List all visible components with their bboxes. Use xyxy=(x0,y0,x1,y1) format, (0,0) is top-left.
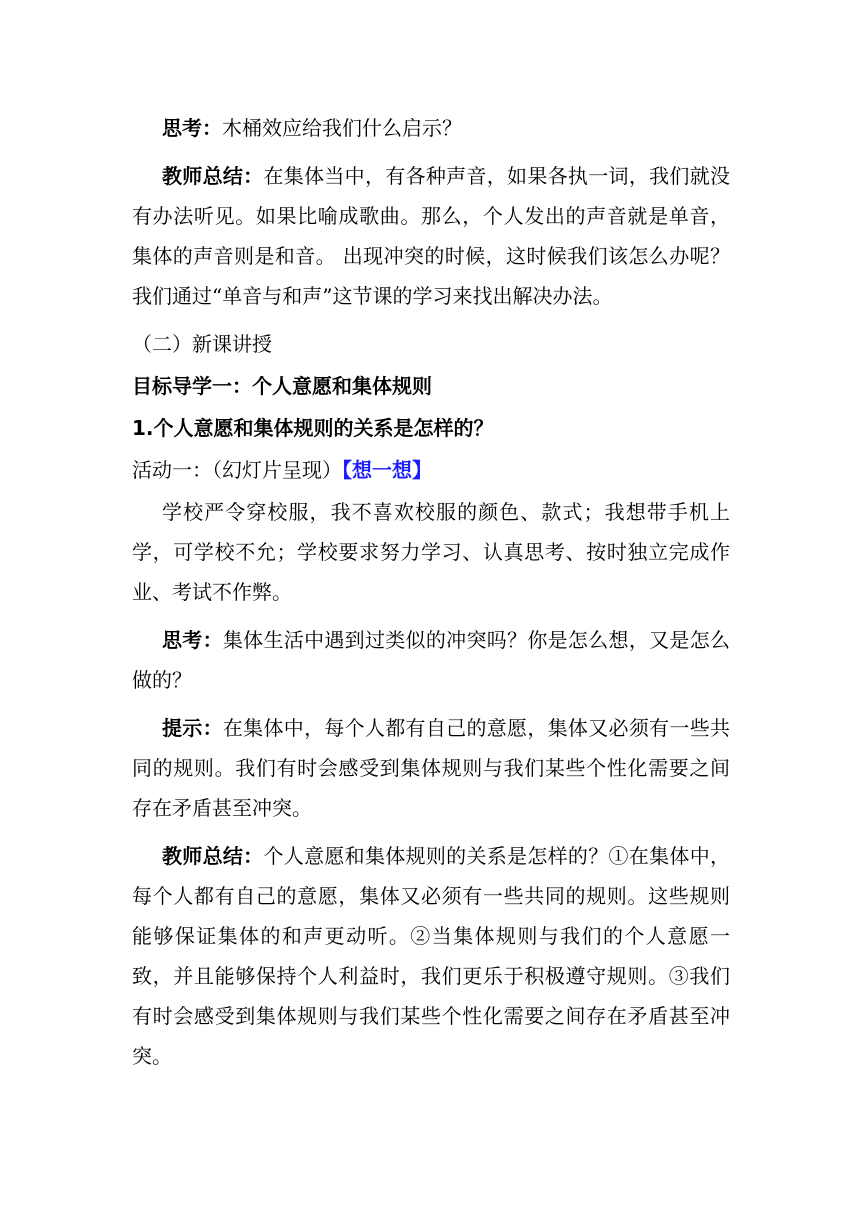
think-paragraph-2 xyxy=(132,620,730,700)
activity-text: 活动一：（幻灯片呈现） xyxy=(132,458,342,482)
think-label-2: 思考： xyxy=(162,628,223,652)
question-heading: 1.个人意愿和集体规则的关系是怎样的？ xyxy=(132,416,494,440)
scenario-paragraph: 学校严令穿校服，我不喜欢校服的颜色、款式；我想带手机上学，可学校不允；学校要求努力学习、认真思考、按时独立完成作业、考试不作弊。 xyxy=(132,500,730,604)
think-text-2: 集体生活中遇到过类似的冲突吗？你是怎么想，又是怎么做的？ xyxy=(132,628,731,692)
activity-highlight: 【想一想】 xyxy=(342,458,432,482)
document-body xyxy=(132,108,730,1084)
think-paragraph-1 xyxy=(132,108,730,148)
teacher-summary-label: 教师总结： xyxy=(162,164,264,188)
hint-text: 在集体中，每个人都有自己的意愿，集体又必须有一些共同的规则。我们有时会感受到集体规则与我们某些个性化需要之间存在矛盾甚至冲突。 xyxy=(132,716,731,820)
hint-paragraph xyxy=(132,708,730,828)
teacher-summary-paragraph-1 xyxy=(132,156,730,316)
teacher-summary-text-2: 个人意愿和集体规则的关系是怎样的？①在集体中，每个人都有自己的意愿，集体又必须有一些共同的规则。这些规则能够保证集体的和声更动听。②当集体规则与我们的个人意愿一致，并且能够保持个人利益时，我们更乐于积极遵守规则。③我们有时会感受到集体规则与我们某些个性化需要之间存在矛盾甚至冲突。 xyxy=(132,844,731,1068)
section-heading: （二）新课讲授 xyxy=(132,332,272,356)
goal-heading: 目标导学一：个人意愿和集体规则 xyxy=(132,374,432,398)
think-text: 木桶效应给我们什么启示？ xyxy=(222,116,462,140)
teacher-summary-paragraph-2 xyxy=(132,836,730,1076)
think-label: 思考： xyxy=(162,116,222,140)
teacher-summary-text: 在集体当中，有各种声音，如果各执一词，我们就没有办法听见。如果比喻成歌曲。那么，个人发出的声音就是单音，集体的声音则是和音。 出现冲突的时候，这时候我们该怎么办呢？我们通过“单音与和声”这节课的学习来找出解决办法。 xyxy=(132,164,731,308)
hint-label: 提示： xyxy=(162,716,223,740)
teacher-summary-label-2: 教师总结： xyxy=(162,844,264,868)
activity-line xyxy=(132,450,730,490)
